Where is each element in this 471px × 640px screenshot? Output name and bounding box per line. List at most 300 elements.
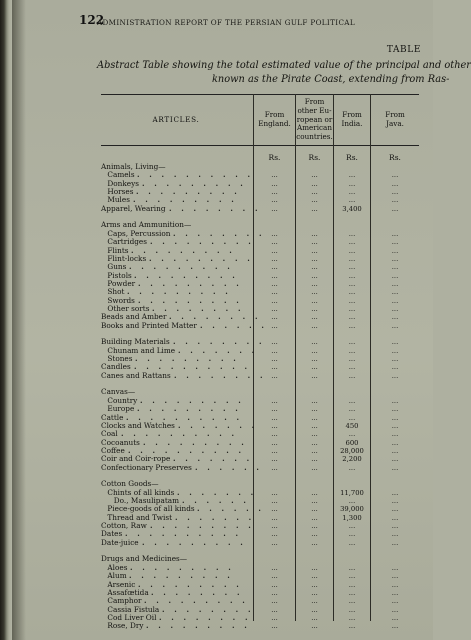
value-cell: ... bbox=[391, 597, 399, 606]
row-label: Animals, Living— bbox=[101, 162, 166, 171]
leader-dots: . . . . . . . . bbox=[173, 337, 266, 347]
value-cell: ... bbox=[391, 271, 399, 280]
value-cell: ... bbox=[348, 588, 356, 597]
value-cell: ... bbox=[348, 179, 356, 188]
value-cell: ... bbox=[311, 605, 318, 614]
value-cell: ... bbox=[391, 363, 399, 372]
value-cell: ... bbox=[348, 188, 356, 197]
value-cell: ... bbox=[311, 438, 318, 447]
value-cell: ... bbox=[311, 204, 318, 213]
value-cell: ... bbox=[348, 355, 356, 364]
column-header-java: From Java. bbox=[385, 110, 405, 128]
table-row bbox=[101, 372, 419, 381]
value-cell: ... bbox=[311, 371, 318, 380]
value-cell: ... bbox=[391, 396, 399, 405]
value-cell: ... bbox=[391, 405, 399, 414]
value-cell: ... bbox=[311, 279, 318, 288]
table-row bbox=[101, 539, 419, 548]
row-label: Cotton, Raw bbox=[101, 521, 147, 531]
value-cell: ... bbox=[348, 363, 356, 372]
value-cell: ... bbox=[348, 254, 356, 263]
row-label: Drugs and Medicines— bbox=[101, 554, 188, 564]
row-label: Powder bbox=[107, 278, 136, 288]
row-label: Donkeys bbox=[107, 178, 139, 188]
value-cell: ... bbox=[271, 321, 278, 330]
value-cell: ... bbox=[311, 321, 318, 330]
leader-dots: . . . . . . bbox=[195, 462, 263, 472]
value-cell: ... bbox=[271, 463, 278, 472]
value-cell: ... bbox=[271, 513, 278, 522]
value-cell: ... bbox=[271, 588, 278, 597]
value-cell: ... bbox=[271, 505, 278, 514]
table-row bbox=[101, 230, 419, 239]
value-cell: ... bbox=[391, 463, 399, 472]
value-cell: ... bbox=[348, 572, 356, 581]
leader-dots: . . . . . . . . . bbox=[138, 278, 243, 288]
leader-dots: . . . . . . . . . . bbox=[125, 529, 242, 539]
value-cell: ... bbox=[271, 238, 278, 247]
row-label: Canes and Rattans bbox=[101, 370, 171, 380]
leader-dots: . . . . . . . . . . bbox=[128, 445, 245, 455]
value-cell: ... bbox=[391, 246, 399, 255]
value-cell: ... bbox=[311, 446, 318, 455]
value-cell: ... bbox=[311, 588, 318, 597]
row-label: Thread and Twist bbox=[107, 512, 173, 522]
value-cell: ... bbox=[391, 622, 399, 631]
value-cell: 3,400 bbox=[342, 204, 362, 213]
value-cell: ... bbox=[391, 572, 399, 581]
value-cell: ... bbox=[311, 263, 318, 272]
row-label: Horses bbox=[107, 187, 134, 197]
value-cell: ... bbox=[348, 580, 356, 589]
leader-dots: . . . . . . bbox=[197, 504, 265, 514]
value-cell: ... bbox=[348, 338, 356, 347]
value-cell: ... bbox=[391, 279, 399, 288]
table-row bbox=[101, 322, 419, 331]
value-cell: ... bbox=[271, 622, 278, 631]
value-cell: ... bbox=[271, 580, 278, 589]
value-cell: ... bbox=[391, 321, 399, 330]
unit-label: Rs. bbox=[268, 153, 281, 162]
leader-dots: . . . . . . . . bbox=[174, 370, 267, 380]
leader-dots: . . . . . . . . . bbox=[138, 295, 243, 305]
running-title: ADMINISTRATION REPORT OF THE PERSIAN GULF POLITICAL bbox=[97, 18, 355, 27]
value-cell: ... bbox=[391, 446, 399, 455]
leader-dots: . . . . . . . . bbox=[169, 312, 262, 322]
column-header-india: From India. bbox=[341, 110, 363, 128]
value-cell: ... bbox=[271, 346, 278, 355]
row-label: Coffee bbox=[101, 445, 125, 455]
value-cell: ... bbox=[311, 288, 318, 297]
row-label: Books and Printed Matter bbox=[101, 320, 197, 330]
value-cell: ... bbox=[271, 438, 278, 447]
value-cell: ... bbox=[391, 179, 399, 188]
value-cell: ... bbox=[271, 288, 278, 297]
value-cell: ... bbox=[271, 254, 278, 263]
leader-dots: . . . . . . . bbox=[175, 512, 255, 522]
value-cell: ... bbox=[271, 313, 278, 322]
row-label: Swords bbox=[107, 295, 135, 305]
leader-dots: . . . . . . . . . . bbox=[121, 429, 238, 439]
table-caption-line2: known as the Pirate Coast, extending from Ras- bbox=[212, 74, 450, 85]
value-cell: ... bbox=[271, 605, 278, 614]
value-cell: ... bbox=[271, 246, 278, 255]
value-cell: ... bbox=[311, 313, 318, 322]
value-cell: ... bbox=[348, 613, 356, 622]
value-cell: ... bbox=[391, 413, 399, 422]
value-cell: ... bbox=[311, 513, 318, 522]
value-cell: ... bbox=[311, 597, 318, 606]
value-cell: ... bbox=[391, 588, 399, 597]
row-label: Arms and Ammunition— bbox=[101, 220, 192, 230]
leader-dots: . . . . . . . . . . bbox=[134, 362, 251, 372]
value-cell: ... bbox=[271, 488, 278, 497]
row-label: Cartridges bbox=[107, 237, 147, 247]
value-cell: ... bbox=[311, 455, 318, 464]
value-cell: ... bbox=[311, 396, 318, 405]
value-cell: ... bbox=[311, 613, 318, 622]
value-cell: ... bbox=[311, 171, 318, 180]
value-cell: ... bbox=[391, 254, 399, 263]
value-cell: ... bbox=[311, 188, 318, 197]
value-cell: ... bbox=[311, 238, 318, 247]
value-cell: ... bbox=[391, 497, 399, 505]
value-cell: ... bbox=[391, 304, 399, 313]
leader-dots: . . . . . . . . . bbox=[136, 187, 241, 197]
leader-dots: . . . . . . . . . bbox=[130, 562, 235, 572]
row-label: Stones bbox=[107, 354, 133, 364]
leader-dots: . . . . . . . . . bbox=[146, 621, 251, 631]
leader-dots: . . . . . . . . bbox=[159, 612, 252, 622]
value-cell: ... bbox=[311, 622, 318, 631]
value-cell: ... bbox=[348, 538, 356, 547]
value-cell: ... bbox=[271, 396, 278, 405]
leader-dots: . . . . . . . bbox=[177, 487, 257, 497]
column-header-articles: ARTICLES. bbox=[152, 115, 200, 124]
value-cell: ... bbox=[271, 522, 278, 531]
value-cell: ... bbox=[348, 530, 356, 539]
row-label: Apparel, Wearing bbox=[101, 203, 166, 213]
value-cell: ... bbox=[391, 438, 399, 447]
row-label: Shot bbox=[107, 287, 125, 297]
value-cell: ... bbox=[348, 396, 356, 405]
value-cell: ... bbox=[348, 229, 356, 238]
leader-dots: . . . . . . . . . bbox=[134, 270, 239, 280]
column-header-england: From England. bbox=[258, 110, 291, 128]
value-cell: ... bbox=[348, 196, 356, 205]
value-cell: ... bbox=[271, 263, 278, 272]
row-label: Piece-goods of all kinds bbox=[107, 504, 195, 514]
row-label: Clocks and Watches bbox=[101, 420, 175, 430]
value-cell: ... bbox=[311, 505, 318, 514]
table-row bbox=[101, 464, 419, 473]
value-cell: ... bbox=[391, 188, 399, 197]
value-cell: ... bbox=[271, 196, 278, 205]
row-label: Rose, Dry bbox=[107, 621, 144, 631]
row-label: Flint-locks bbox=[107, 253, 147, 263]
value-cell: ... bbox=[391, 563, 399, 572]
value-cell: ... bbox=[311, 421, 318, 430]
row-label: Cocoanuts bbox=[101, 437, 140, 447]
value-cell: ... bbox=[391, 263, 399, 272]
leader-dots: . . . . . . . . bbox=[162, 604, 255, 614]
value-cell: ... bbox=[311, 522, 318, 531]
value-cell: ... bbox=[348, 171, 356, 180]
row-label: Guns bbox=[107, 262, 127, 272]
value-cell: ... bbox=[311, 338, 318, 347]
value-cell: ... bbox=[311, 179, 318, 188]
row-label: Confectionary Preserves bbox=[101, 462, 192, 472]
unit-label: Rs. bbox=[389, 153, 401, 162]
value-cell: ... bbox=[271, 430, 278, 439]
value-cell: ... bbox=[311, 196, 318, 205]
value-cell: ... bbox=[271, 530, 278, 539]
value-cell: ... bbox=[391, 522, 399, 531]
leader-dots: . . . . . . . . bbox=[169, 203, 262, 213]
value-cell: ... bbox=[348, 622, 356, 631]
leader-dots: . . . . . . . bbox=[178, 420, 258, 430]
value-cell: ... bbox=[391, 488, 399, 497]
value-cell: ... bbox=[271, 446, 278, 455]
leader-dots: . . . . . . . bbox=[173, 454, 253, 464]
value-cell: ... bbox=[348, 321, 356, 330]
row-label: Pistols bbox=[107, 270, 132, 280]
value-cell: 2,200 bbox=[342, 455, 362, 464]
value-cell: ... bbox=[348, 263, 356, 272]
value-cell: ... bbox=[391, 313, 399, 322]
value-cell: ... bbox=[391, 455, 399, 464]
value-cell: ... bbox=[348, 296, 356, 305]
value-cell: ... bbox=[271, 271, 278, 280]
table-row bbox=[101, 205, 419, 214]
value-cell: ... bbox=[271, 455, 278, 464]
value-cell: ... bbox=[348, 304, 356, 313]
value-cell: ... bbox=[311, 229, 318, 238]
leader-dots: . . . . . . . . . bbox=[142, 178, 247, 188]
leader-dots: . . . . . . . . . . bbox=[137, 170, 254, 180]
value-cell: ... bbox=[391, 338, 399, 347]
value-cell: ... bbox=[391, 513, 399, 522]
value-cell: ... bbox=[348, 522, 356, 531]
value-cell: 450 bbox=[345, 421, 359, 430]
value-cell: ... bbox=[271, 188, 278, 197]
value-cell: ... bbox=[391, 505, 399, 514]
value-cell: ... bbox=[348, 271, 356, 280]
value-cell: ... bbox=[391, 229, 399, 238]
leader-dots: . . . . . . . . . . bbox=[126, 412, 243, 422]
value-cell: ... bbox=[271, 538, 278, 547]
leader-dots: . . . . . . . . . bbox=[135, 354, 240, 364]
row-label: Cassia Fistula bbox=[107, 604, 160, 614]
row-label: Dates bbox=[101, 529, 123, 539]
value-cell: ... bbox=[271, 371, 278, 380]
value-cell: ... bbox=[348, 246, 356, 255]
row-label: Assafœtida bbox=[107, 587, 149, 597]
value-cell: ... bbox=[271, 405, 278, 414]
value-cell: ... bbox=[311, 538, 318, 547]
value-cell: ... bbox=[391, 238, 399, 247]
value-cell: ... bbox=[311, 296, 318, 305]
row-label: Camphor bbox=[107, 596, 142, 606]
table-row bbox=[101, 514, 419, 523]
value-cell: ... bbox=[348, 238, 356, 247]
value-cell: ... bbox=[391, 430, 399, 439]
row-label: Arsenic bbox=[107, 579, 136, 589]
value-cell: ... bbox=[271, 597, 278, 606]
row-label: Coir and Coir-rope bbox=[101, 454, 171, 464]
value-cell: ... bbox=[348, 497, 356, 505]
value-cell: ... bbox=[391, 421, 399, 430]
value-cell: 28,000 bbox=[340, 446, 364, 455]
leader-dots: . . . . . . . . bbox=[152, 303, 245, 313]
value-cell: ... bbox=[271, 613, 278, 622]
leader-dots: . . . . . . . . . bbox=[138, 579, 243, 589]
leader-dots: . . . . . . . . bbox=[151, 587, 244, 597]
value-cell: ... bbox=[391, 346, 399, 355]
value-cell: ... bbox=[271, 229, 278, 238]
value-cell: ... bbox=[271, 279, 278, 288]
value-cell: ... bbox=[271, 421, 278, 430]
value-cell: ... bbox=[391, 371, 399, 380]
leader-dots: . . . . . . . . . bbox=[144, 596, 249, 606]
value-cell: ... bbox=[391, 355, 399, 364]
value-cell: ... bbox=[271, 572, 278, 581]
leader-dots: . . . . . . . bbox=[178, 345, 258, 355]
table-heading: TABLE bbox=[386, 45, 421, 55]
value-cell: ... bbox=[348, 279, 356, 288]
row-label: Do., Masulipatam bbox=[113, 496, 180, 505]
value-cell: ... bbox=[391, 605, 399, 614]
leader-dots: . . . . . . . . . bbox=[149, 253, 254, 263]
leader-dots: . . . . . . . . . bbox=[133, 195, 238, 205]
value-cell: ... bbox=[348, 563, 356, 572]
value-cell: ... bbox=[311, 463, 318, 472]
row-label: Cotton Goods— bbox=[101, 479, 159, 489]
table-row bbox=[101, 622, 419, 631]
value-cell: ... bbox=[348, 413, 356, 422]
value-cell: ... bbox=[311, 254, 318, 263]
unit-label: Rs. bbox=[308, 153, 321, 162]
column-header-europe: From other Eu- ropean or American countries. bbox=[296, 97, 333, 142]
value-cell: ... bbox=[391, 288, 399, 297]
value-cell: ... bbox=[348, 597, 356, 606]
value-cell: ... bbox=[348, 313, 356, 322]
leader-dots: . . . . . . . . . bbox=[129, 571, 234, 581]
leader-dots: . . . . . . bbox=[200, 320, 268, 330]
value-cell: ... bbox=[271, 413, 278, 422]
table-row bbox=[101, 380, 419, 389]
value-cell: ... bbox=[271, 338, 278, 347]
value-cell: ... bbox=[348, 605, 356, 614]
value-cell: 11,700 bbox=[340, 488, 364, 497]
value-cell: ... bbox=[348, 405, 356, 414]
value-cell: ... bbox=[271, 497, 278, 505]
row-label: Coal bbox=[101, 429, 118, 439]
leader-dots: . . . . . . . . . bbox=[143, 437, 248, 447]
page-number: 122 bbox=[79, 13, 105, 27]
row-label: Mules bbox=[107, 195, 130, 205]
value-cell: ... bbox=[348, 288, 356, 297]
value-cell: ... bbox=[348, 346, 356, 355]
value-cell: ... bbox=[271, 296, 278, 305]
value-cell: ... bbox=[311, 563, 318, 572]
leader-dots: . . . . . . . . . bbox=[140, 395, 245, 405]
leader-dots: . . . . . . . . bbox=[173, 228, 266, 238]
row-label: Chunam and Lime bbox=[107, 345, 176, 355]
value-cell: ... bbox=[348, 463, 356, 472]
unit-label: Rs. bbox=[346, 153, 358, 162]
value-cell: ... bbox=[391, 171, 399, 180]
row-label: Country bbox=[107, 395, 138, 405]
row-label: Date-juice bbox=[101, 537, 139, 547]
value-cell: ... bbox=[311, 488, 318, 497]
row-label: Europe bbox=[107, 404, 135, 414]
value-cell: ... bbox=[311, 530, 318, 539]
value-cell: ... bbox=[391, 296, 399, 305]
table-caption-line1: Abstract Table showing the total estimated value of the principal and other bbox=[97, 60, 471, 71]
value-cell: ... bbox=[271, 179, 278, 188]
value-cell: ... bbox=[311, 246, 318, 255]
row-label: Candles bbox=[101, 362, 131, 372]
value-cell: ... bbox=[311, 413, 318, 422]
value-cell: ... bbox=[311, 346, 318, 355]
row-label: Aloes bbox=[107, 562, 128, 572]
value-cell: ... bbox=[391, 204, 399, 213]
row-label: Camels bbox=[107, 170, 135, 180]
row-label: Caps, Percussion bbox=[107, 228, 171, 238]
value-cell: ... bbox=[311, 271, 318, 280]
row-label: Cattle bbox=[101, 412, 124, 422]
value-cell: ... bbox=[271, 204, 278, 213]
leader-dots: . . . . . . . . . bbox=[142, 537, 247, 547]
value-cell: ... bbox=[311, 572, 318, 581]
row-label: Beads and Amber bbox=[101, 312, 167, 322]
value-cell: ... bbox=[391, 580, 399, 589]
leader-dots: . . . . . . . . . bbox=[150, 237, 255, 247]
value-cell: ... bbox=[311, 430, 318, 439]
value-cell: ... bbox=[271, 563, 278, 572]
value-cell: 1,300 bbox=[342, 513, 362, 522]
leader-dots: . . . . . . . . . bbox=[131, 245, 236, 255]
value-cell: ... bbox=[311, 405, 318, 414]
value-cell: ... bbox=[348, 371, 356, 380]
value-cell: ... bbox=[391, 530, 399, 539]
row-label: Other sorts bbox=[107, 303, 150, 313]
value-cell: ... bbox=[391, 613, 399, 622]
row-label: Cod Liver Oil bbox=[107, 612, 157, 622]
value-cell: ... bbox=[311, 304, 318, 313]
value-cell: ... bbox=[271, 363, 278, 372]
leader-dots: . . . . . . . . . bbox=[137, 404, 242, 414]
row-label: Chints of all kinds bbox=[107, 487, 175, 497]
leader-dots: . . . . . . bbox=[182, 496, 250, 505]
value-cell: ... bbox=[348, 430, 356, 439]
value-cell: ... bbox=[391, 538, 399, 547]
value-cell: 39,000 bbox=[340, 505, 364, 514]
value-cell: ... bbox=[311, 580, 318, 589]
value-cell: 600 bbox=[345, 438, 359, 447]
value-cell: ... bbox=[271, 304, 278, 313]
value-cell: ... bbox=[311, 355, 318, 364]
value-cell: ... bbox=[311, 497, 318, 505]
row-label: Flints bbox=[107, 245, 129, 255]
row-label: Canvas— bbox=[101, 387, 136, 397]
row-label: Building Materials bbox=[101, 337, 170, 347]
leader-dots: . . . . . . . . . bbox=[129, 262, 234, 272]
leader-dots: . . . . . . . . . bbox=[127, 287, 232, 297]
value-cell: ... bbox=[391, 196, 399, 205]
value-cell: ... bbox=[311, 363, 318, 372]
